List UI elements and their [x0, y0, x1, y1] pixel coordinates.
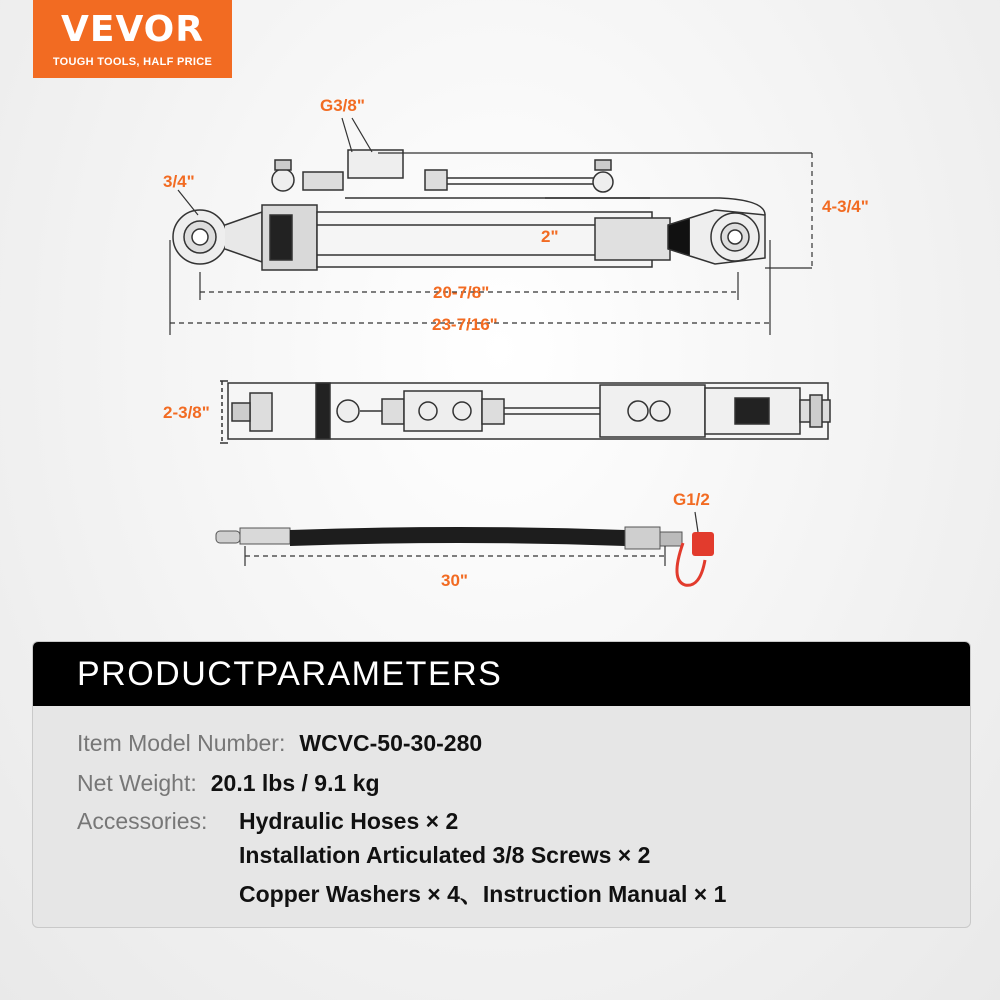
pin-diameter-label: 3/4": [163, 172, 195, 191]
pin-to-pin-label: 20-7/8": [433, 283, 490, 302]
weight-label: Net Weight:: [77, 770, 197, 796]
model-value: WCVC-50-30-280: [299, 730, 483, 756]
width-label: 2-3/8": [163, 403, 210, 422]
cylinder-top-view: [220, 381, 830, 443]
hose-length-label: 30": [441, 571, 468, 590]
brand-name: VEVOR: [60, 9, 204, 50]
bore-label: 2": [541, 227, 559, 246]
model-label: Item Model Number:: [77, 730, 286, 756]
hose-fitting-label: G1/2: [673, 490, 710, 509]
accessory-item: Copper Washers × 4、Instruction Manual × 1: [239, 881, 727, 907]
product-parameters-panel: [32, 641, 971, 928]
height-label: 4-3/4": [822, 197, 869, 216]
accessory-item: Hydraulic Hoses × 2: [239, 808, 459, 834]
model-row: [77, 730, 482, 757]
port-top-label: G3/8": [320, 96, 365, 115]
parameters-title: PRODUCTPARAMETERS: [33, 642, 970, 706]
accessories-row: [77, 808, 207, 835]
overall-length-label: 23-7/16": [432, 315, 498, 334]
weight-row: [77, 770, 380, 797]
accessory-item: Installation Articulated 3/8 Screws × 2: [239, 842, 651, 868]
accessories-label: Accessories:: [77, 808, 208, 834]
cylinder-side-view: [173, 150, 765, 270]
weight-value: 20.1 lbs / 9.1 kg: [210, 770, 380, 796]
brand-tagline: TOUGH TOOLS, HALF PRICE: [52, 56, 213, 68]
